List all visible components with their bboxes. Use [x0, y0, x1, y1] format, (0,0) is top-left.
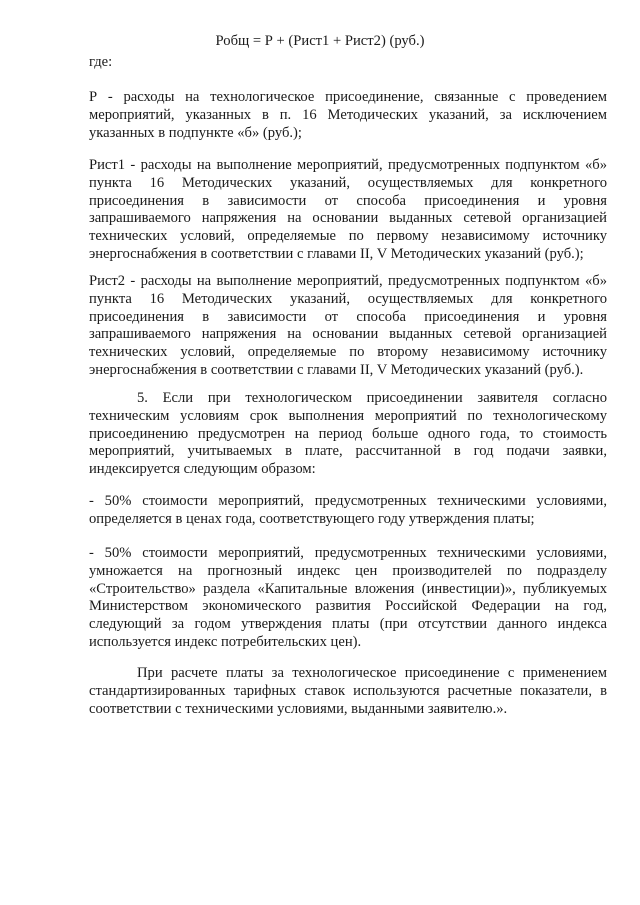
- formula-line: Робщ = Р + (Рист1 + Рист2) (руб.): [215, 33, 425, 49]
- paragraph-bullet-first: - 50% стоимости мероприятий, предусмотренных техническими условиями, определяется в ценах года, соответствующего году утверждения платы;: [89, 493, 607, 527]
- paragraph-rist2-definition: Рист2 - расходы на выполнение мероприятий, предусмотренных подпунктом «б» пункта 16 Методических указаний, осуществляемых для конкретного присоединения в зависимости от способа присоединения и уровня запрашиваемого напряжения на основании выданных сетевой организацией технических условий, определяемые по второму независимому источнику энергоснабжения в соответствии с главами II, V Методических указаний (руб.).: [89, 273, 607, 378]
- paragraph-rist1-definition: Рист1 - расходы на выполнение мероприятий, предусмотренных подпунктом «б» пункта 16 Методических указаний, осуществляемых для конкретного присоединения в зависимости от способа присоединения и уровня запрашиваемого напряжения на основании выданных сетевой организацией технических условий, определяемые по первому независимому источнику энергоснабжения в соответствии с главами II, V Методических указаний (руб.);: [89, 157, 607, 262]
- paragraph-bullet-second: - 50% стоимости мероприятий, предусмотренных техническими условиями, умножается на прогнозный индекс цен производителей по подразделу «Строительство» раздела «Капитальные вложения (инвестиции)», публикуемых Министерством экономического развития Российской Федерации на год, следующий за годом утверждения платы (при отсутствии данного индекса используется индекс потребительских цен).: [89, 545, 607, 650]
- where-label: где:: [89, 54, 113, 70]
- paragraph-item-5: 5. Если при технологическом присоединении заявителя согласно техническим условиям срок выполнения мероприятий по технологическому присоединению предусмотрен на период больше одного года, то стоимость мероприятий, учитываемых в плате, рассчитанной в год подачи заявки, индексируется следующим образом:: [89, 390, 607, 478]
- paragraph-p-definition: Р - расходы на технологическое присоединение, связанные с проведением мероприятий, указанных в п. 16 Методических указаний, за исключением указанных в подпункте «б» (руб.);: [89, 89, 607, 141]
- paragraph-standard-rates: При расчете платы за технологическое присоединение с применением стандартизированных тарифных ставок используются расчетные показатели, в соответствии с техническими условиями, выданными заявителю.».: [89, 665, 607, 717]
